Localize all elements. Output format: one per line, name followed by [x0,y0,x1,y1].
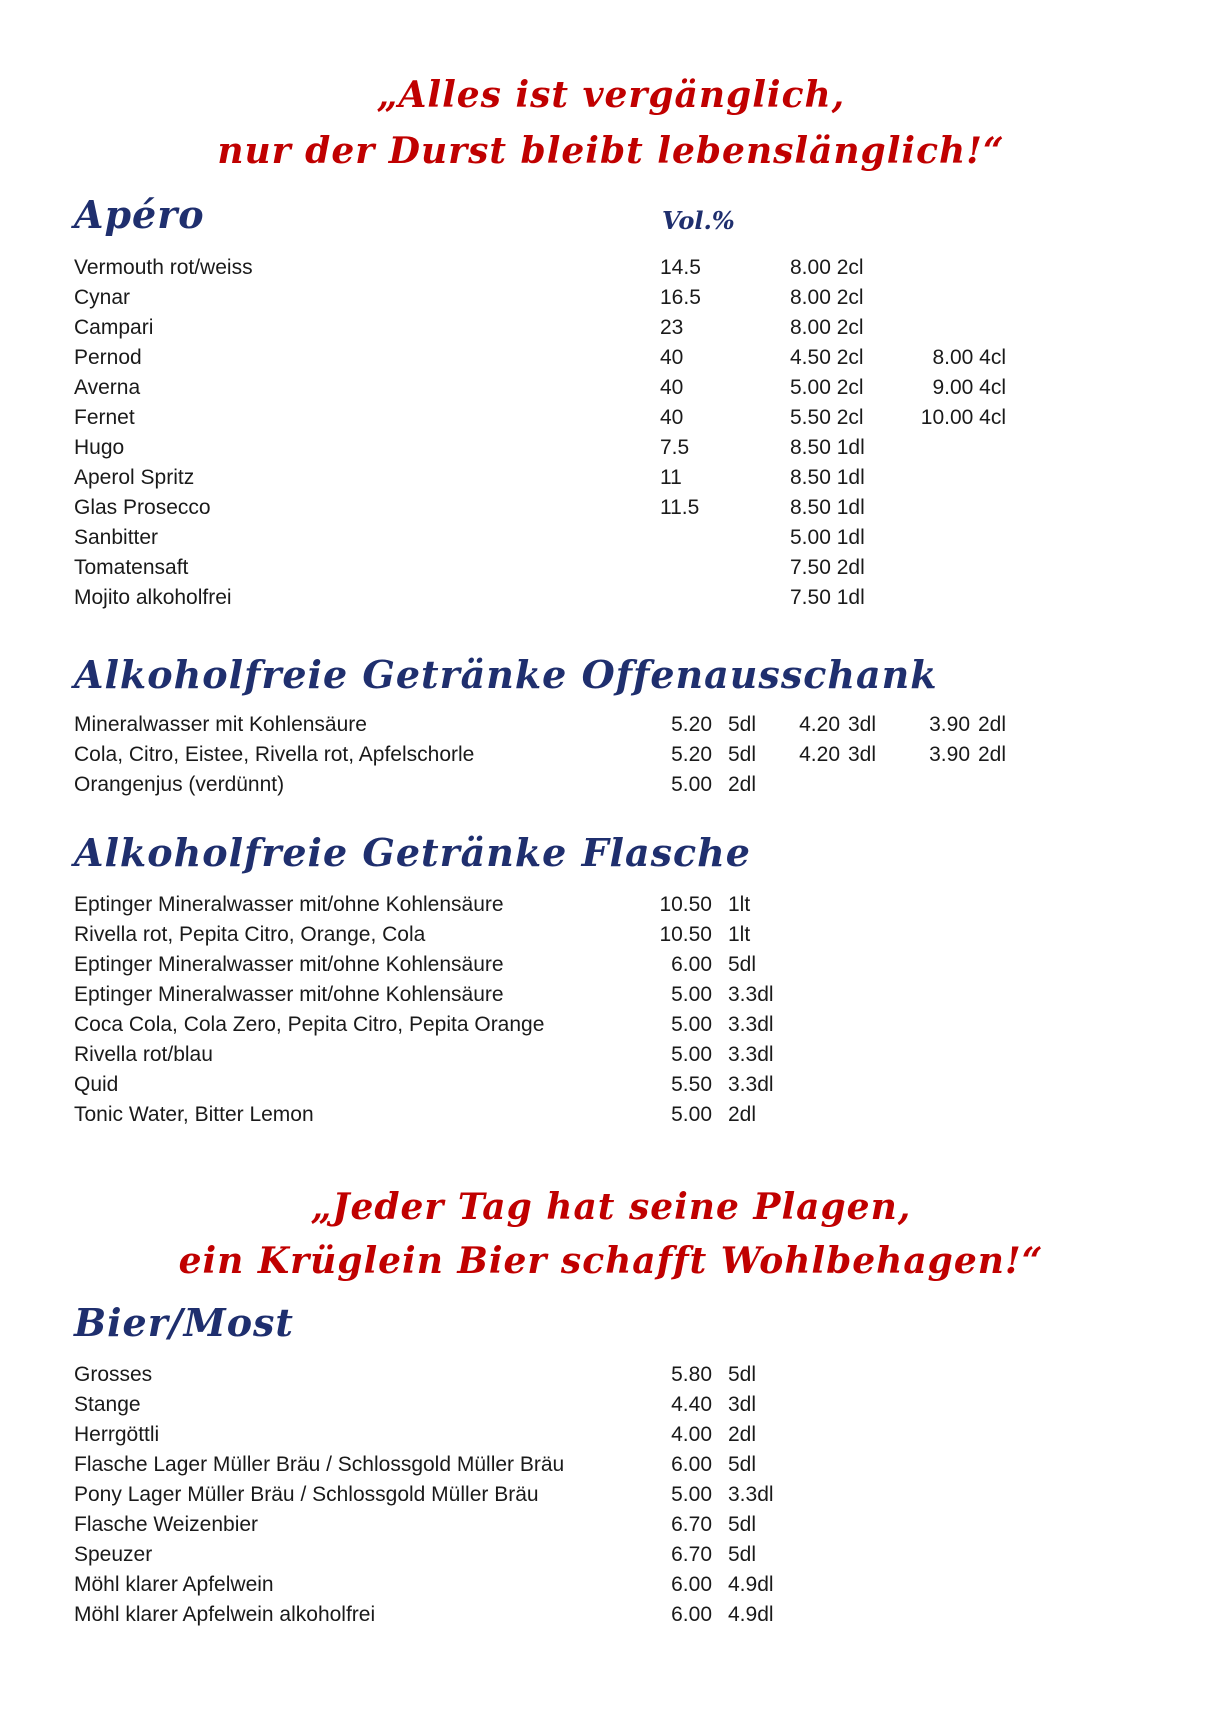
item-value: 8.00 2cl [790,286,864,309]
section-heading-bier-most: Bier/Most [74,1300,294,1345]
item-value: 9.00 4cl [932,376,1006,399]
item-value: 8.00 2cl [790,256,864,279]
item-name: Tonic Water, Bitter Lemon [74,1103,314,1126]
item-value: 5.20 [671,713,712,736]
quote-line-2: nur der Durst bleibt lebenslänglich!“ [217,130,1005,172]
item-value: 5.00 [671,773,712,796]
vol-column-header: Vol.% [662,206,735,235]
quote-line-1: „Alles ist vergänglich, [376,74,846,116]
item-value: 3.3dl [728,1483,774,1506]
item-name: Eptinger Mineralwasser mit/ohne Kohlensäure [74,953,504,976]
item-value: 5dl [728,743,757,766]
item-value: 6.70 [671,1513,712,1536]
item-value: 4.20 [799,743,840,766]
item-name: Mineralwasser mit Kohlensäure [74,713,367,736]
item-value: 11.5 [660,496,700,519]
item-value: 2dl [978,743,1007,766]
section-heading-apero: Apéro [74,192,205,237]
item-value: 3.90 [929,743,970,766]
item-name: Glas Prosecco [74,496,211,519]
item-name: Mojito alkoholfrei [74,586,232,609]
item-value: 8.00 4cl [932,346,1006,369]
item-value: 3dl [848,713,877,736]
item-value: 5.50 [671,1073,712,1096]
item-value: 3.3dl [728,1013,774,1036]
item-value: 5.00 [671,1483,712,1506]
item-value: 8.50 1dl [790,496,865,519]
item-value: 8.00 2cl [790,316,864,339]
item-value: 40 [660,346,684,369]
item-value: 5.00 2cl [790,376,864,399]
item-name: Pernod [74,346,142,369]
item-value: 3.3dl [728,1073,774,1096]
item-value: 2dl [728,773,757,796]
item-value: 5.50 2cl [790,406,864,429]
item-value: 5dl [728,1363,757,1386]
item-value: 4.20 [799,713,840,736]
item-name: Grosses [74,1363,153,1386]
item-value: 1lt [728,893,751,916]
item-value: 6.70 [671,1543,712,1566]
item-value: 14.5 [660,256,701,279]
quote2-line-1: „Jeder Tag hat seine Plagen, [310,1186,912,1228]
item-value: 4.40 [671,1393,712,1416]
item-name: Pony Lager Müller Bräu / Schlossgold Müller Bräu [74,1483,539,1506]
item-value: 4.50 2cl [790,346,864,369]
item-value: 6.00 [671,953,712,976]
section-heading-flasche: Alkoholfreie Getränke Flasche [74,830,751,875]
item-value: 5.20 [671,743,712,766]
item-name: Campari [74,316,154,339]
item-name: Cola, Citro, Eistee, Rivella rot, Apfelschorle [74,743,475,766]
item-name: Speuzer [74,1543,153,1566]
item-name: Fernet [74,406,135,429]
item-value: 5dl [728,1453,757,1476]
item-value: 8.50 1dl [790,466,865,489]
item-value: 16.5 [660,286,701,309]
item-value: 3dl [728,1393,757,1416]
item-value: 40 [660,406,684,429]
item-name: Quid [74,1073,119,1096]
item-value: 40 [660,376,684,399]
item-value: 4.9dl [728,1603,774,1626]
item-value: 5dl [728,713,757,736]
item-value: 1lt [728,923,751,946]
item-value: 5dl [728,1513,757,1536]
item-name: Flasche Weizenbier [74,1513,259,1536]
item-value: 6.00 [671,1453,712,1476]
item-value: 11 [660,466,682,489]
item-name: Eptinger Mineralwasser mit/ohne Kohlensäure [74,893,504,916]
item-value: 2dl [728,1423,757,1446]
item-value: 3.90 [929,713,970,736]
item-value: 5.00 [671,1013,712,1036]
item-value: 10.50 [659,923,712,946]
item-value: 5.00 [671,983,712,1006]
quote2-line-2: ein Krüglein Bier schafft Wohlbehagen!“ [178,1240,1044,1282]
item-name: Flasche Lager Müller Bräu / Schlossgold Müller Bräu [74,1453,565,1476]
item-value: 3.3dl [728,1043,774,1066]
item-name: Aperol Spritz [74,466,195,489]
item-name: Rivella rot, Pepita Citro, Orange, Cola [74,923,426,946]
item-value: 4.9dl [728,1573,774,1596]
item-value: 2dl [728,1103,757,1126]
item-name: Möhl klarer Apfelwein [74,1573,274,1596]
item-name: Möhl klarer Apfelwein alkoholfrei [74,1603,376,1626]
item-value: 7.5 [660,436,690,459]
item-value: 4.00 [671,1423,712,1446]
item-value: 6.00 [671,1603,712,1626]
item-name: Rivella rot/blau [74,1043,213,1066]
item-name: Vermouth rot/weiss [74,256,253,279]
item-value: 3dl [848,743,877,766]
item-name: Hugo [74,436,125,459]
item-name: Sanbitter [74,526,159,549]
item-value: 5.00 [671,1043,712,1066]
item-name: Eptinger Mineralwasser mit/ohne Kohlensäure [74,983,504,1006]
item-value: 23 [660,316,684,339]
item-value: 2dl [978,713,1007,736]
item-value: 5dl [728,953,757,976]
item-value: 5dl [728,1543,757,1566]
item-name: Stange [74,1393,141,1416]
item-name: Herrgöttli [74,1423,160,1446]
section-heading-offenausschank: Alkoholfreie Getränke Offenausschank [74,652,938,697]
item-name: Coca Cola, Cola Zero, Pepita Citro, Pepita Orange [74,1013,545,1036]
item-value: 5.00 [671,1103,712,1126]
item-value: 7.50 2dl [790,556,865,579]
item-value: 5.00 1dl [790,526,865,549]
item-value: 8.50 1dl [790,436,865,459]
item-name: Tomatensaft [74,556,189,579]
item-value: 10.00 4cl [920,406,1006,429]
item-value: 3.3dl [728,983,774,1006]
item-name: Orangenjus (verdünnt) [74,773,285,796]
item-name: Averna [74,376,141,399]
item-value: 6.00 [671,1573,712,1596]
item-value: 7.50 1dl [790,586,865,609]
item-name: Cynar [74,286,131,309]
item-value: 10.50 [659,893,712,916]
item-value: 5.80 [671,1363,712,1386]
